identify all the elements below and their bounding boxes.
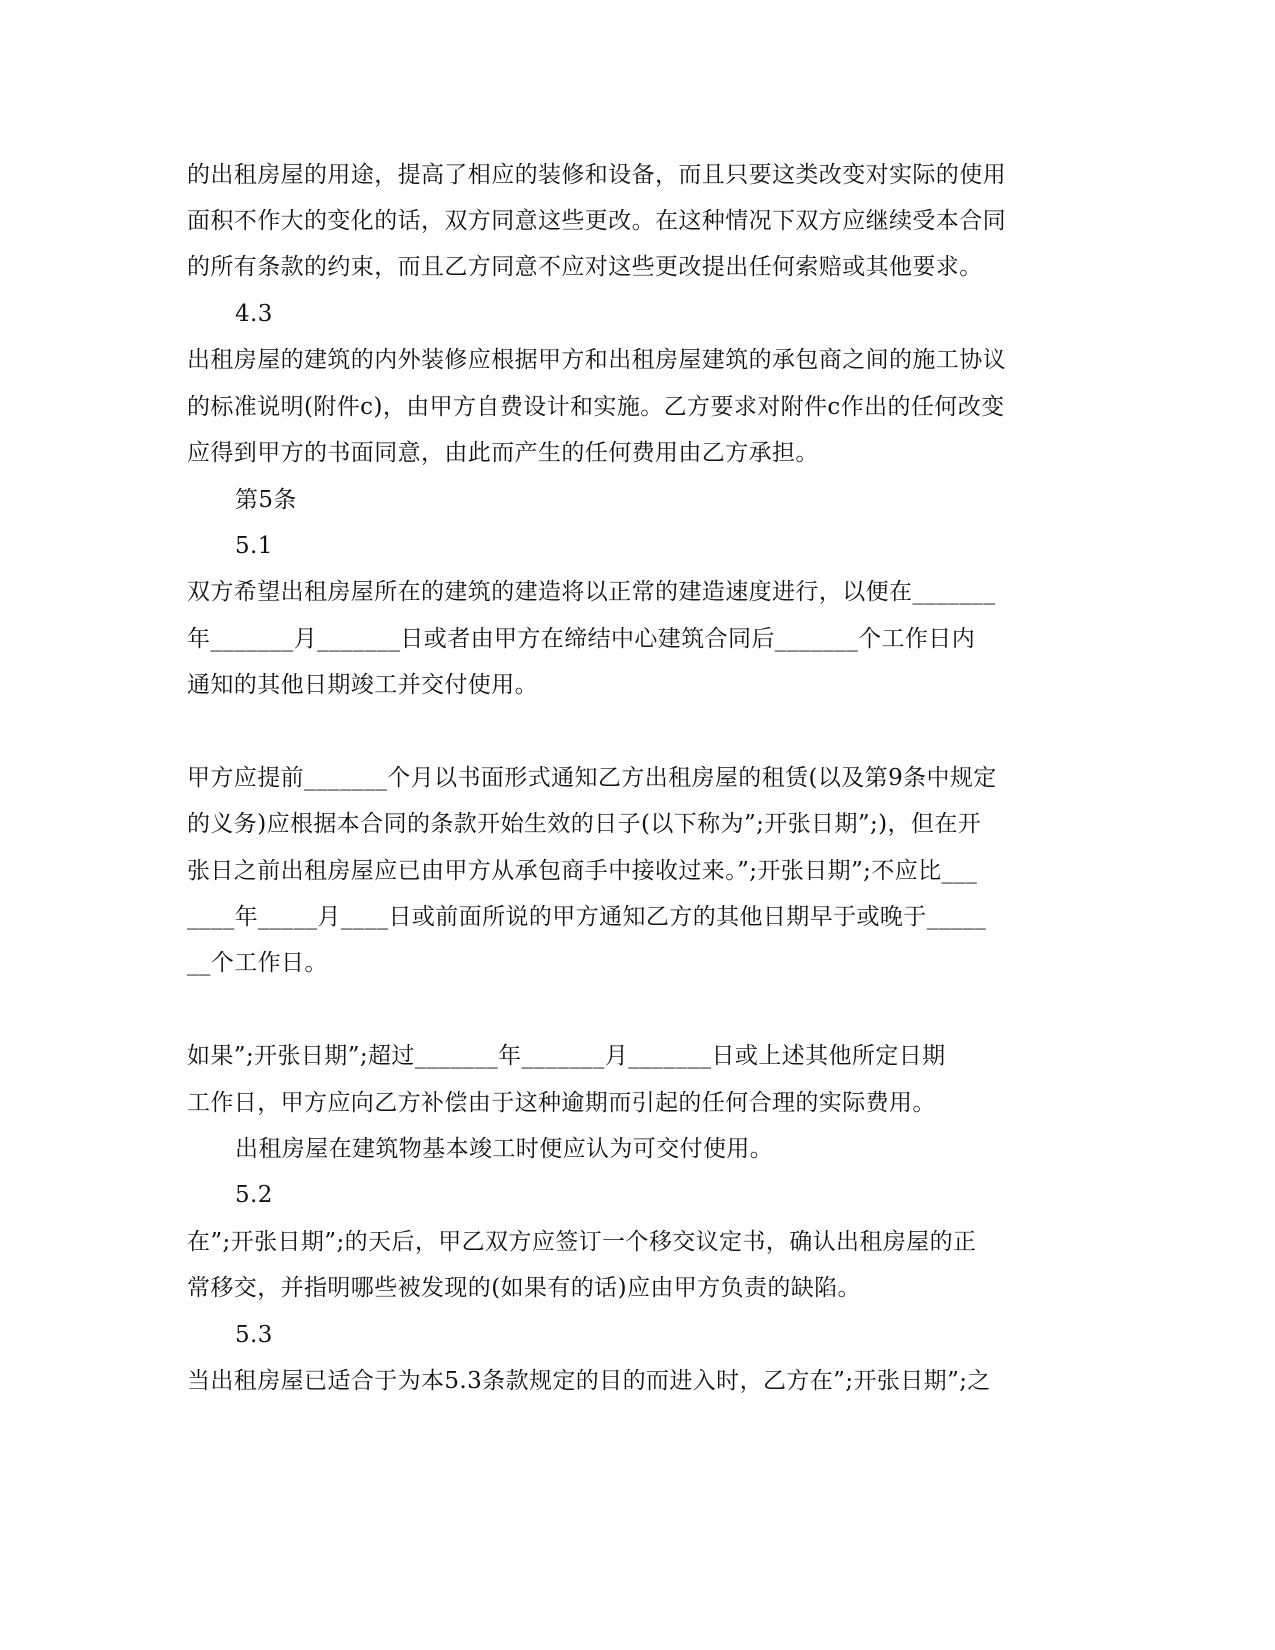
text-line: 常移交，并指明哪些被发现的(如果有的话)应由甲方负责的缺陷。 [187,1275,861,1301]
text-line: 如果”;开张日期”;超过_______年_______月_______日或上述其他所定日期 [187,1043,946,1069]
text-line: 双方希望出租房屋所在的建筑的建造将以正常的建造速度进行，以便在_______ [187,579,996,605]
text-line: 张日之前出租房屋应已由甲方从承包商手中接收过来。”;开张日期”;不应比___ [187,858,978,884]
section-number: 5.1 [235,533,273,559]
text-line: 的所有条款的约束，而且乙方同意不应对这些更改提出任何索赔或其他要求。 [187,254,983,280]
text-line: 甲方应提前_______个月以书面形式通知乙方出租房屋的租赁(以及第9条中规定 [187,765,997,791]
text-line: 年_______月_______日或者由甲方在缔结中心建筑合同后_______个工作日内 [187,626,976,652]
text-line: 的标准说明(附件c)，由甲方自费设计和实施。乙方要求对附件c作出的任何改变 [187,394,1005,420]
text-line: 的出租房屋的用途，提高了相应的装修和设备，而且只要这类改变对实际的使用 [187,162,1006,188]
text-line: __个工作日。 [187,950,328,976]
section-number: 4.3 [235,301,273,327]
text-line: 在”;开张日期”;的天后，甲乙双方应签订一个移交议定书，确认出租房屋的正 [187,1229,977,1255]
text-line: 工作日，甲方应向乙方补偿由于这种逾期而引起的任何合理的实际费用。 [187,1090,936,1116]
article-heading: 第5条 [235,487,297,513]
text-line: 应得到甲方的书面同意，由此而产生的任何费用由乙方承担。 [187,440,819,466]
text-line: 出租房屋的建筑的内外装修应根据甲方和出租房屋建筑的承包商之间的施工协议 [187,347,1006,373]
text-line: 当出租房屋已适合于为本5.3条款规定的目的而进入时，乙方在”;开张日期”;之 [187,1368,991,1394]
section-number: 5.2 [235,1182,273,1208]
section-number: 5.3 [235,1322,273,1348]
text-line: 出租房屋在建筑物基本竣工时便应认为可交付使用。 [235,1136,774,1162]
text-line: 的义务)应根据本合同的条款开始生效的日子(以下称为”;开张日期”;)，但在开 [187,811,982,837]
text-line: 通知的其他日期竣工并交付使用。 [187,672,538,698]
text-line: 面积不作大的变化的话，双方同意这些更改。在这种情况下双方应继续受本合同 [187,208,1006,234]
text-line: ____年_____月____日或前面所说的甲方通知乙方的其他日期早于或晚于_____ [187,904,987,930]
